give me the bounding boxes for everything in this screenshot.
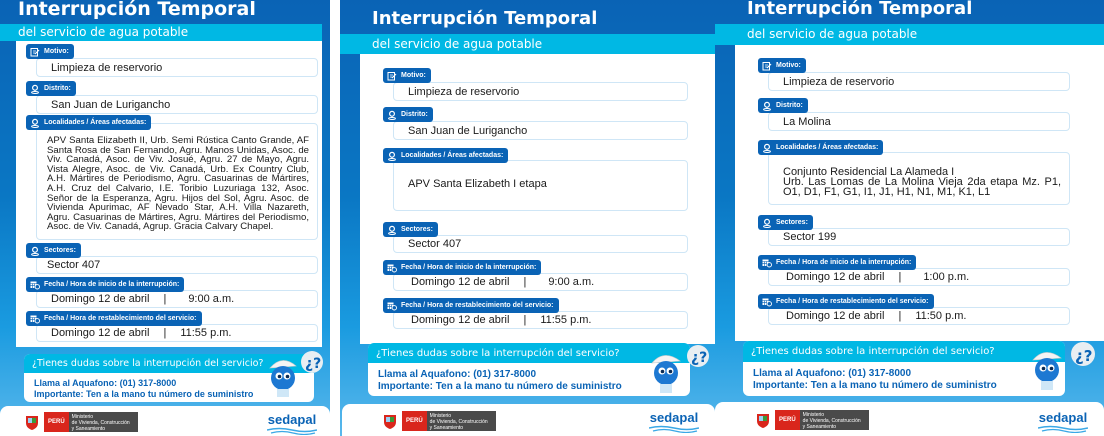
value-motivo: Limpieza de reservorio [393,82,688,101]
ministry-text [69,412,138,432]
label-motivo-text: Motivo: [401,72,426,79]
label-sectores [758,215,813,230]
calendar-clock-icon [30,280,40,290]
wave-icon [1038,425,1088,433]
info-card [360,54,715,344]
ministry-logo [24,411,138,433]
calendar-clock-icon [387,301,397,311]
notice-title: Interrupción Temporal [372,8,598,29]
notice-panel-2 [340,0,715,436]
label-inicio-text: Fecha / Hora de inicio de la interrupción: [401,264,537,271]
label-restablecimiento-text: Fecha / Hora de restablecimiento del servicio: [44,315,197,322]
peru-label: PERÚ [775,410,800,430]
label-localidades [758,140,883,155]
location-pin-icon [30,118,40,128]
svg-text:¿?: ¿? [305,356,322,372]
value-localidades [768,152,1070,205]
location-pin-icon [762,101,772,111]
value-localidades: APV Santa Elizabeth I etapa [393,160,688,211]
label-restablecimiento-text: Fecha / Hora de restablecimiento del servicio: [776,298,929,305]
field-restablecimiento [26,311,318,343]
peru-shield-icon [755,411,771,429]
fin-time: 11:50 p.m. [915,310,967,322]
ministry-line-1: Ministerio [71,414,94,420]
field-distrito [383,107,688,141]
inicio-date: Domingo 12 de abril [411,276,510,288]
notice-subtitle: del servicio de agua potable [340,34,715,54]
location-pin-icon [387,225,397,235]
inicio-time: 1:00 p.m. [923,271,970,283]
label-inicio-text: Fecha / Hora de inicio de la interrupción: [776,259,912,266]
field-sectores [758,215,1070,247]
calendar-clock-icon [387,263,397,273]
sedapal-wordmark: sedapal [649,410,699,425]
value-restablecimiento: Domingo 12 de abril | 11:55 p.m. [393,311,688,329]
value-motivo: Limpieza de reservorio [768,72,1070,91]
field-motivo [758,58,1070,92]
value-distrito: La Molina [768,112,1070,131]
label-distrito [758,98,808,113]
field-distrito [26,81,318,115]
value-restablecimiento: Domingo 12 de abril | 11:50 p.m. [768,307,1070,325]
fin-time: 11:55 p.m. [180,327,232,339]
inicio-date: Domingo 12 de abril [51,293,150,305]
mascot-drop-icon [1027,340,1099,398]
location-pin-icon [30,84,40,94]
value-inicio: Domingo 12 de abril | 1:00 p.m. [768,268,1070,286]
label-motivo-text: Motivo: [44,48,69,55]
label-distrito-text: Distrito: [401,111,428,118]
info-card [735,45,1104,341]
notice-subtitle: del servicio de agua potable [0,24,322,41]
peru-shield-icon [382,412,398,430]
field-inicio [758,255,1070,287]
location-pin-icon [762,218,772,228]
label-distrito [26,81,76,96]
value-inicio: Domingo 12 de abril | 9:00 a.m. [36,290,318,308]
sedapal-wordmark: sedapal [267,412,317,427]
calendar-clock-icon [762,258,772,268]
field-inicio [383,260,688,292]
value-motivo: Limpieza de reservorio [36,58,318,77]
ministry-line-3: y Saneamiento [802,424,837,430]
fin-date: Domingo 12 de abril [786,310,885,322]
field-sectores [383,222,688,254]
ministry-line-3: y Saneamiento [429,425,464,431]
label-distrito-text: Distrito: [44,85,71,92]
svg-text:¿?: ¿? [691,350,708,366]
localidades-line-1: Conjunto Residencial La Alameda I [783,166,955,178]
aquafono-line: Llama al Aquafono: (01) 317-8000 [378,369,537,380]
label-inicio [26,277,184,292]
field-restablecimiento [383,298,688,330]
wave-icon [649,425,699,433]
label-distrito-text: Distrito: [776,102,803,109]
field-motivo [383,68,688,102]
label-localidades [383,148,508,163]
label-motivo [383,68,431,83]
field-restablecimiento [758,294,1070,326]
value-sector: Sector 407 [393,235,688,253]
ministry-text [800,410,869,430]
label-motivo-text: Motivo: [776,62,801,69]
calendar-clock-icon [30,314,40,324]
label-motivo [758,58,806,73]
mascot-drop-icon [646,343,712,399]
ministry-line-2: de Vivienda, Construcción [71,420,130,426]
inicio-time: 9:00 a.m. [188,293,235,305]
notice-subtitle: del servicio de agua potable [715,24,1104,45]
location-pin-icon [387,110,397,120]
label-localidades [26,115,151,130]
label-sectores [383,222,438,237]
help-question: ¿Tienes dudas sobre la interrupción del servicio? [24,354,314,373]
peru-label: PERÚ [402,411,427,431]
sedapal-logo [1033,410,1093,433]
field-localidades [758,140,1070,206]
value-sector: Sector 407 [36,256,318,274]
ministry-line-3: y Saneamiento [71,426,106,432]
label-distrito [383,107,433,122]
aquafono-line: Llama al Aquafono: (01) 317-8000 [34,378,177,388]
ministry-line-2: de Vivienda, Construcción [429,419,488,425]
note-icon [30,47,40,57]
value-restablecimiento: Domingo 12 de abril | 11:55 p.m. [36,324,318,342]
notice-panel-1 [0,0,330,436]
field-motivo [26,44,318,78]
help-question: ¿Tienes dudas sobre la interrupción del servicio? [368,343,690,363]
help-box [368,343,690,396]
label-restablecimiento [758,294,934,309]
value-distrito: San Juan de Lurigancho [393,121,688,140]
peru-shield-icon [24,413,40,431]
label-sectores-text: Sectores: [44,247,76,254]
notice-title: Interrupción Temporal [18,0,256,20]
info-card [16,41,322,347]
important-line: Importante: Ten a la mano tu número de suministro [378,381,622,392]
ministry-logo [755,409,869,431]
label-sectores-text: Sectores: [776,219,808,226]
important-line: Importante: Ten a la mano tu número de suministro [34,389,254,399]
footer [0,406,330,436]
sedapal-logo [262,412,322,435]
svg-text:¿?: ¿? [1075,347,1093,365]
notice-title: Interrupción Temporal [747,0,973,19]
label-inicio-text: Fecha / Hora de inicio de la interrupción: [44,281,180,288]
ministry-text [427,411,496,431]
help-box [743,341,1065,396]
fin-time: 11:55 p.m. [540,314,592,326]
inicio-time: 9:00 a.m. [548,276,595,288]
value-sector: Sector 199 [768,228,1070,246]
field-distrito [758,98,1070,132]
ministry-line-1: Ministerio [802,412,825,418]
value-inicio: Domingo 12 de abril | 9:00 a.m. [393,273,688,291]
label-sectores-text: Sectores: [401,226,433,233]
inicio-date: Domingo 12 de abril [786,271,885,283]
location-pin-icon [762,143,772,153]
fin-date: Domingo 12 de abril [51,327,150,339]
label-restablecimiento [26,311,202,326]
sedapal-logo [644,410,704,433]
label-restablecimiento [383,298,559,313]
ministry-line-2: de Vivienda, Construcción [802,418,861,424]
note-icon [387,71,397,81]
field-inicio [26,277,318,309]
mascot-drop-icon [262,350,328,402]
label-sectores [26,243,81,258]
important-line: Importante: Ten a la mano tu número de suministro [753,380,997,391]
location-pin-icon [387,151,397,161]
fin-date: Domingo 12 de abril [411,314,510,326]
note-icon [762,61,772,71]
field-sectores [26,243,318,275]
label-inicio [383,260,541,275]
notice-panel-3 [715,0,1104,436]
label-restablecimiento-text: Fecha / Hora de restablecimiento del servicio: [401,302,554,309]
ministry-line-1: Ministerio [429,413,452,419]
label-localidades-text: Localidades / Áreas afectadas: [44,119,147,126]
label-localidades-text: Localidades / Áreas afectadas: [401,152,504,159]
localidades-line-2: Urb. Las Lomas de La Molina Vieja 2da etapa Mz. P1, O1, D1, F1, G1, I1, J1, H1, N1, M1, K1, L1 [783,176,1061,198]
peru-label: PERÚ [44,412,69,432]
footer [342,404,715,436]
calendar-clock-icon [762,297,772,307]
footer [715,402,1104,436]
field-localidades [383,148,688,212]
label-localidades-text: Localidades / Áreas afectadas: [776,144,879,151]
label-motivo [26,44,74,59]
sedapal-wordmark: sedapal [1038,410,1088,425]
wave-icon [267,427,317,435]
location-pin-icon [30,246,40,256]
field-localidades [26,115,318,241]
help-question: ¿Tienes dudas sobre la interrupción del servicio? [743,341,1065,362]
ministry-logo [382,410,496,432]
value-distrito: San Juan de Lurigancho [36,95,318,114]
label-inicio [758,255,916,270]
aquafono-line: Llama al Aquafono: (01) 317-8000 [753,368,912,379]
value-localidades: APV Santa Elizabeth II, Urb. Semi Rústica Canto Grande, AF Santa Rosa de San Fernando, Agru. Manos Unidas, Asoc. de Viv. Canadá, Asoc. de Viv. Josué, Agru. 27 de Mayo, Agru. Vista Alegre, Asoc. de Viv. Canadá, Urb. Ex Country Club, A.H. Mártires de Periodismo, Agru. Casuarinas de Mártires, A.H. Cruz del Calvario, I.E. Toribio Luzuriaga 132, Asoc. Señor de la Esperanza, Agru. Hijos del Sol, Agru. Asoc. de Vivienda Apurimac, AF Nevado Star, A.H. Villa Nazareth, Agru. Casuarinas de Mártires, Agru. Mártires del Periodismo, Asoc. de Viv. Canadá, Agrup. Gracia Calvary Chapel. [36,123,318,240]
